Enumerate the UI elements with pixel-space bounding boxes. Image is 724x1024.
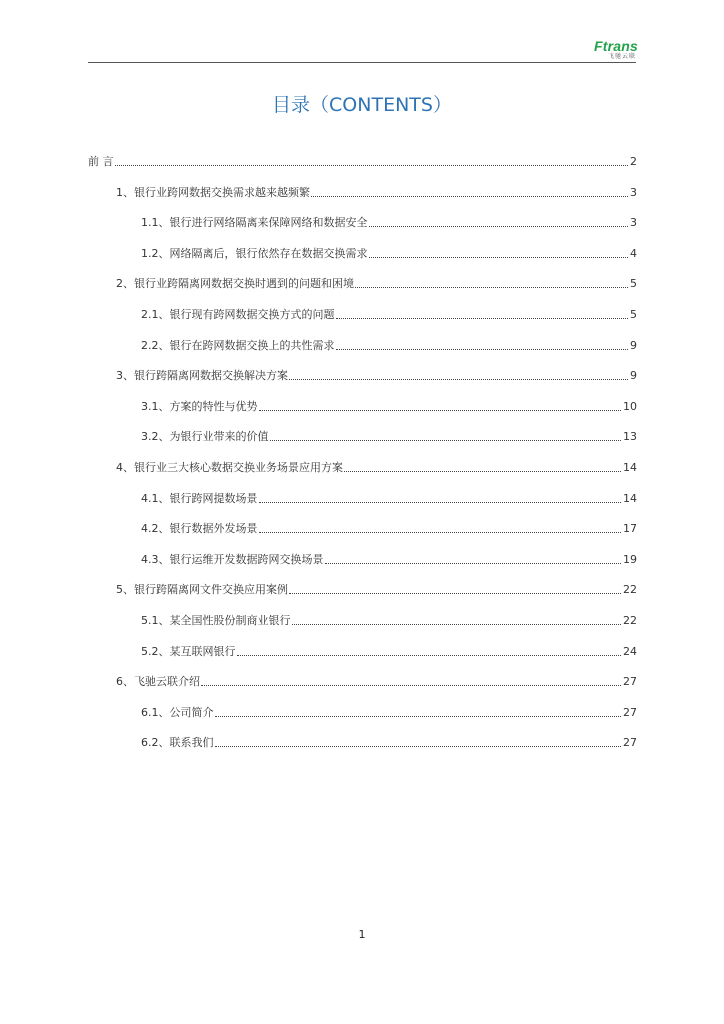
toc-dot-leader [201, 685, 621, 686]
toc-entry-page: 10 [623, 400, 637, 413]
toc-entry-page: 9 [630, 339, 637, 352]
toc-entry[interactable] [116, 459, 637, 475]
toc-dot-leader [336, 349, 629, 350]
toc-entry[interactable] [141, 704, 637, 720]
toc-dot-leader [215, 716, 622, 717]
toc-entry-label: 2、银行业跨隔离网数据交换时遇到的问题和困境 [116, 277, 354, 290]
toc-entry[interactable] [141, 398, 637, 414]
toc-entry-page: 2 [630, 155, 637, 168]
toc-entry-page: 5 [630, 277, 637, 290]
logo-subtext: 飞驰云联 [607, 53, 636, 60]
toc-entry-label: 4.1、银行跨网提数场景 [141, 492, 258, 505]
toc-entry[interactable] [116, 367, 637, 383]
toc-entry[interactable] [141, 612, 637, 628]
toc-entry-label: 2.2、银行在跨网数据交换上的共性需求 [141, 339, 335, 352]
toc-entry[interactable] [141, 490, 637, 506]
toc-entry[interactable] [141, 643, 637, 659]
toc-entry-label: 5.1、某全国性股份制商业银行 [141, 614, 291, 627]
toc-entry-page: 22 [623, 614, 637, 627]
toc-entry[interactable] [141, 337, 637, 353]
toc-dot-leader [369, 257, 629, 258]
toc-entry-label: 前 言 [88, 155, 114, 168]
toc-entry-page: 3 [630, 186, 637, 199]
toc-entry[interactable] [88, 153, 637, 169]
toc-entry-page: 19 [623, 553, 637, 566]
toc-entry-page: 27 [623, 736, 637, 749]
toc-entry-page: 14 [623, 492, 637, 505]
page-number: 1 [358, 928, 366, 941]
toc-entry-label: 3、银行跨隔离网数据交换解决方案 [116, 369, 288, 382]
toc-dot-leader [215, 746, 622, 747]
toc-entry-page: 27 [623, 706, 637, 719]
toc-entry-page: 24 [623, 645, 637, 658]
toc-dot-leader [292, 624, 622, 625]
toc-entry-label: 1.1、银行进行网络隔离来保障网络和数据安全 [141, 216, 368, 229]
toc-entry-page: 22 [623, 583, 637, 596]
toc-entry-page: 5 [630, 308, 637, 321]
toc-dot-leader [344, 471, 621, 472]
toc-dot-leader [336, 318, 629, 319]
toc-entry[interactable] [141, 214, 637, 230]
toc-dot-leader [237, 655, 622, 656]
toc-dot-leader [289, 593, 621, 594]
toc-entry[interactable] [141, 306, 637, 322]
toc-entry-label: 1.2、网络隔离后，银行依然存在数据交换需求 [141, 247, 368, 260]
toc-entry[interactable] [116, 184, 637, 200]
toc-dot-leader [325, 563, 622, 564]
toc-entry-page: 17 [623, 522, 637, 535]
toc-entry-label: 6.1、公司简介 [141, 706, 214, 719]
toc-entry-label: 1、银行业跨网数据交换需求越来越频繁 [116, 186, 310, 199]
toc-entry-label: 4.2、银行数据外发场景 [141, 522, 258, 535]
toc-entry-label: 3.1、方案的特性与优势 [141, 400, 258, 413]
toc-entry-page: 13 [623, 430, 637, 443]
toc-entry[interactable] [116, 673, 637, 689]
toc-entry-label: 4、银行业三大核心数据交换业务场景应用方案 [116, 461, 343, 474]
toc-dot-leader [259, 410, 622, 411]
toc-entry-page: 14 [623, 461, 637, 474]
toc-dot-leader [270, 440, 622, 441]
logo-brand-text: Ftrans [594, 38, 638, 54]
toc-entry-page: 27 [623, 675, 637, 688]
toc-entry-label: 5.2、某互联网银行 [141, 645, 236, 658]
toc-entry[interactable] [141, 245, 637, 261]
toc-entry[interactable] [141, 520, 637, 536]
toc-dot-leader [289, 379, 628, 380]
toc-entry-page: 3 [630, 216, 637, 229]
toc-dot-leader [115, 165, 629, 166]
toc-entry[interactable] [141, 551, 637, 567]
toc-entry-label: 5、银行跨隔离网文件交换应用案例 [116, 583, 288, 596]
toc-entry-label: 2.1、银行现有跨网数据交换方式的问题 [141, 308, 335, 321]
toc-dot-leader [259, 532, 622, 533]
toc-dot-leader [311, 196, 628, 197]
toc-entry[interactable] [116, 581, 637, 597]
toc-entry-page: 9 [630, 369, 637, 382]
toc-entry-label: 6、飞驰云联介绍 [116, 675, 200, 688]
toc-entry-label: 6.2、联系我们 [141, 736, 214, 749]
toc-entry-label: 4.3、银行运维开发数据跨网交换场景 [141, 553, 324, 566]
toc-dot-leader [369, 226, 629, 227]
toc-title: 目录（CONTENTS） [272, 94, 452, 116]
toc-entry[interactable] [141, 734, 637, 750]
toc-entry-label: 3.2、为银行业带来的价值 [141, 430, 269, 443]
toc-entry-page: 4 [630, 247, 637, 260]
toc-entry[interactable] [116, 275, 637, 291]
toc-dot-leader [259, 502, 622, 503]
toc-dot-leader [355, 287, 628, 288]
toc-entry[interactable] [141, 428, 637, 444]
